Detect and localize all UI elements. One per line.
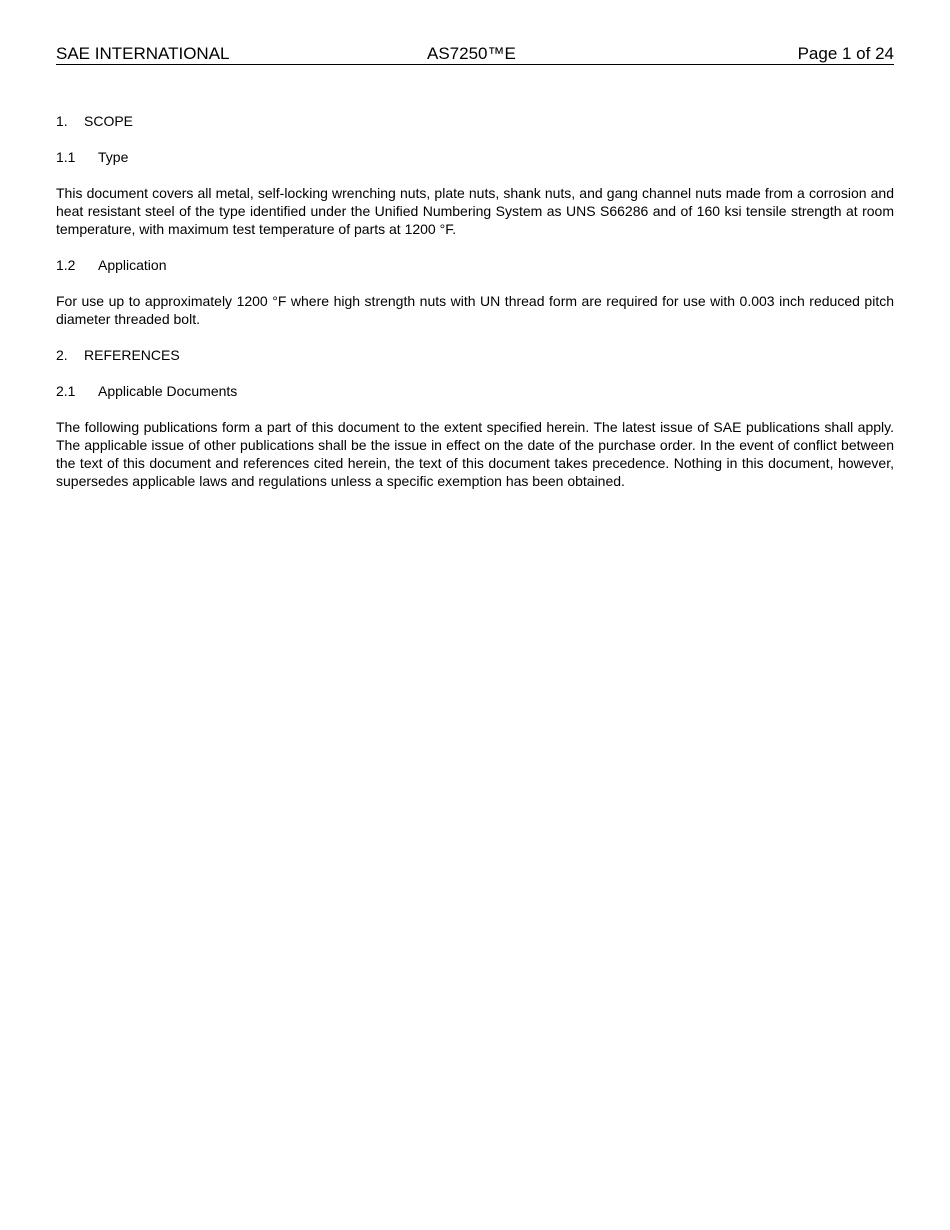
section-title: SCOPE <box>84 113 134 129</box>
subsection-number: 2.1 <box>56 383 76 399</box>
subsection-title: Type <box>98 149 129 165</box>
subsection-number: 1.2 <box>56 257 76 273</box>
section-heading-scope <box>56 112 894 130</box>
subsection-title: Application <box>98 257 167 273</box>
subsection-heading-applicable-documents <box>56 382 894 400</box>
section-title: REFERENCES <box>84 347 180 363</box>
document-number: AS7250™E <box>427 44 516 63</box>
paragraph-type: This document covers all metal, self-locking wrenching nuts, plate nuts, shank nuts, and gang channel nuts made from a corrosion and heat resistant steel of the type identified under the Unified Numbering System as UNS S66286 and of 160 ksi tensile strength at room temperature, with maximum test temperature of parts at 1200 °F. <box>56 185 894 237</box>
paragraph-application: For use up to approximately 1200 °F where high strength nuts with UN thread form are required for use with 0.003 inch reduced pitch diameter threaded bolt. <box>56 293 894 327</box>
page-indicator: Page 1 of 24 <box>797 44 894 63</box>
section-number: 2. <box>56 347 68 363</box>
section-heading-references <box>56 346 894 364</box>
paragraph-applicable-documents: The following publications form a part of this document to the extent specified herein. The latest issue of SAE publications shall apply. The applicable issue of other publications shall be the issue in effect on the date of the purchase order. In the event of conflict between the text of this document and references cited herein, the text of this document takes precedence. Nothing in this document, however, supersedes applicable laws and regulations unless a specific exemption has been obtained. <box>56 419 894 489</box>
section-number: 1. <box>56 113 68 129</box>
organization-name: SAE INTERNATIONAL <box>56 44 230 63</box>
subsection-heading-application <box>56 256 894 274</box>
subsection-number: 1.1 <box>56 149 76 165</box>
running-header <box>56 44 894 65</box>
subsection-title: Applicable Documents <box>98 383 238 399</box>
document-body <box>56 112 894 508</box>
subsection-heading-type <box>56 148 894 166</box>
